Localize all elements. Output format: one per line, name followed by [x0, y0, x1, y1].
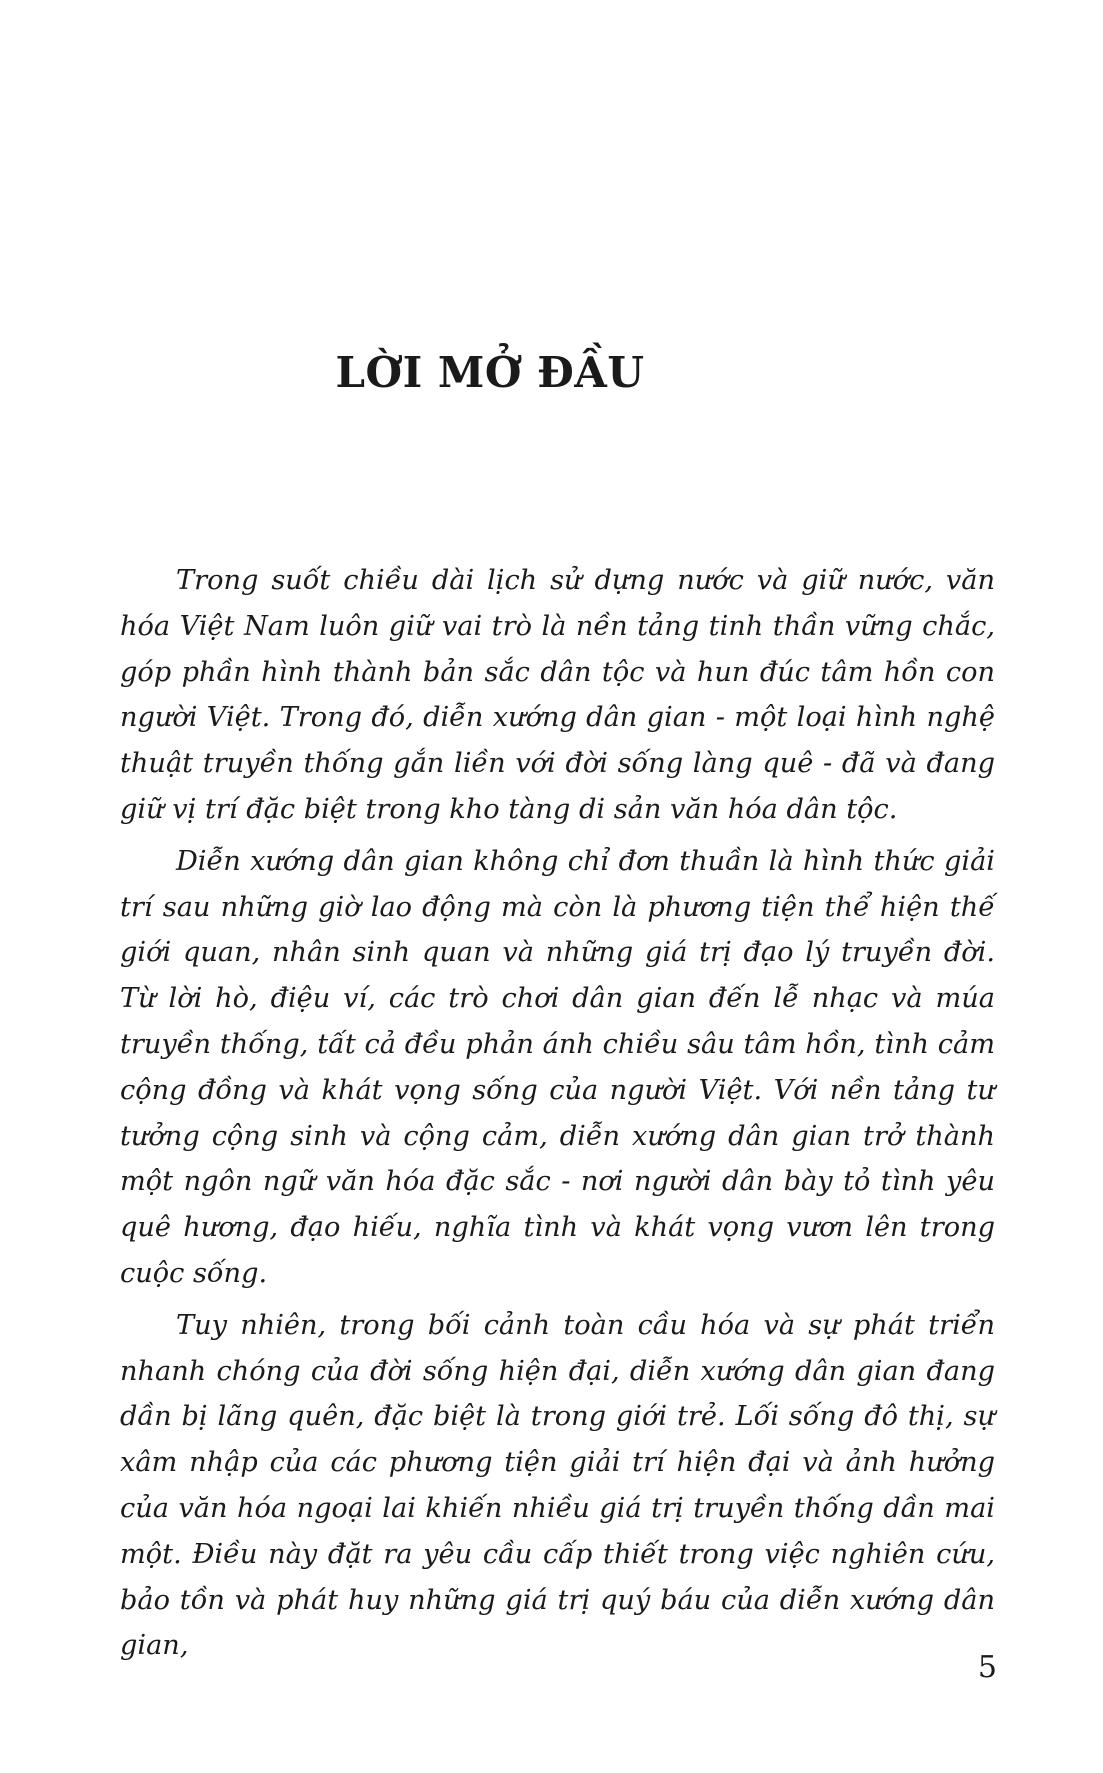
paragraph-2: Diễn xướng dân gian không chỉ đơn thuần là hình thức giải trí sau những giờ lao động mà còn là phương tiện thể hiện thế giới quan, nhân sinh quan và những giá trị đạo lý truyền đời. Từ lời hò, điệu ví, các trò chơi dân gian đến lễ nhạc và múa truyền thống, tất cả đều phản ánh chiều sâu tâm hồn, tình cảm cộng đồng và khát vọng sống của người Việt. Với nền tảng tư tưởng cộng sinh và cộng cảm, diễn xướng dân gian trở thành một ngôn ngữ văn hóa đặc sắc - nơi người dân bày tỏ tình yêu quê hương, đạo hiếu, nghĩa tình và khát vọng vươn lên trong cuộc sống.: [120, 845, 995, 1289]
page-title: LỜI MỞ ĐẦU: [335, 348, 645, 397]
body-text: [120, 558, 995, 1675]
paragraph-1: Trong suốt chiều dài lịch sử dựng nước và giữ nước, văn hóa Việt Nam luôn giữ vai trò là nền tảng tinh thần vững chắc, góp phần hình thành bản sắc dân tộc và hun đúc tâm hồn con người Việt. Trong đó, diễn xướng dân gian - một loại hình nghệ thuật truyền thống gắn liền với đời sống làng quê - đã và đang giữ vị trí đặc biệt trong kho tàng di sản văn hóa dân tộc.: [120, 565, 995, 825]
page-number: 5: [977, 1650, 997, 1685]
paragraph-3: Tuy nhiên, trong bối cảnh toàn cầu hóa và sự phát triển nhanh chóng của đời sống hiện đại, diễn xướng dân gian đang dần bị lãng quên, đặc biệt là trong giới trẻ. Lối sống đô thị, sự xâm nhập của các phương tiện giải trí hiện đại và ảnh hưởng của văn hóa ngoại lai khiến nhiều giá trị truyền thống dần mai một. Điều này đặt ra yêu cầu cấp thiết trong việc nghiên cứu, bảo tồn và phát huy những giá trị quý báu của diễn xướng dân gian,: [120, 1309, 995, 1662]
